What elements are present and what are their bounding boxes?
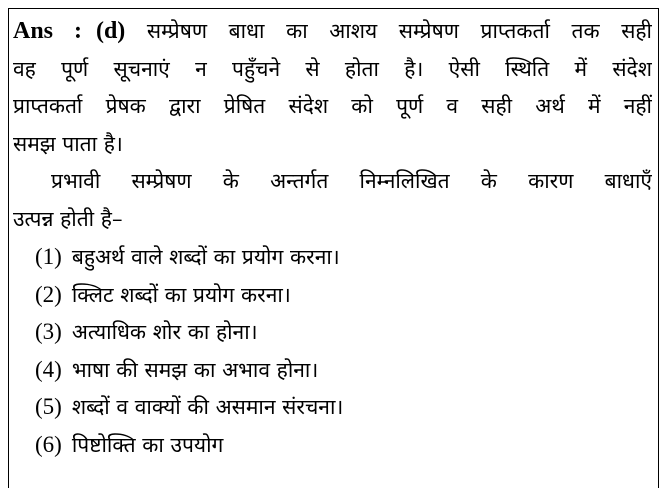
list-item-text: बहुअर्थ वाले शब्दों का प्रयोग करना।: [71, 245, 340, 269]
answer-option: (d): [95, 18, 126, 44]
list-item-number: (1): [35, 244, 62, 269]
paragraph1-line1: [13, 13, 652, 51]
list-item-number: (4): [35, 356, 62, 382]
paragraph2-line2: उत्पन्न होती है–: [13, 206, 123, 231]
list-item: [13, 351, 652, 389]
list-item-number: (5): [35, 394, 62, 419]
cropped-next-line: [21, 482, 661, 488]
list-item-number: (6): [35, 431, 62, 457]
answer-label: Ans :: [13, 18, 82, 44]
list-item: [13, 238, 652, 276]
paragraph1-line4: समझ पाता है।: [13, 131, 123, 156]
list-item: [13, 313, 652, 351]
list-item: [13, 276, 652, 314]
list-item-text: अत्याधिक शोर का होना।: [71, 320, 258, 344]
list-item-text: क्लिट शब्दों का प्रयोग करना।: [71, 282, 291, 307]
answer-content: [13, 13, 652, 463]
list-item-number: (2): [35, 281, 62, 307]
paragraph1-text-1: सम्प्रेषण बाधा का आशय सम्प्रेषण प्राप्तकर्ता तक सही: [146, 19, 652, 43]
list-item: [13, 426, 652, 464]
list-item-text: शब्दों व वाक्यों की असमान संरचना।: [71, 395, 344, 419]
paragraph2-line1: प्रभावी सम्प्रेषण के अन्तर्गत निम्नलिखित के कारण बाधाएँ: [51, 169, 652, 193]
paragraph1-line3: प्राप्तकर्ता प्रेषक द्वारा प्रेषित संदेश को पूर्ण व सही अर्थ में नहीं: [13, 94, 652, 118]
list-item-text: पिष्टोक्ति का उपयोग: [71, 432, 224, 457]
list-item-text: भाषा की समझ का अभाव होना।: [71, 357, 319, 382]
list-item-number: (3): [35, 319, 62, 344]
answer-box: [8, 8, 659, 488]
list-item: [13, 388, 652, 426]
paragraph1-line2: वह पूर्ण सूचनाएं न पहुँचने से होता है। ऐसी स्थिति में संदेश: [13, 56, 652, 81]
